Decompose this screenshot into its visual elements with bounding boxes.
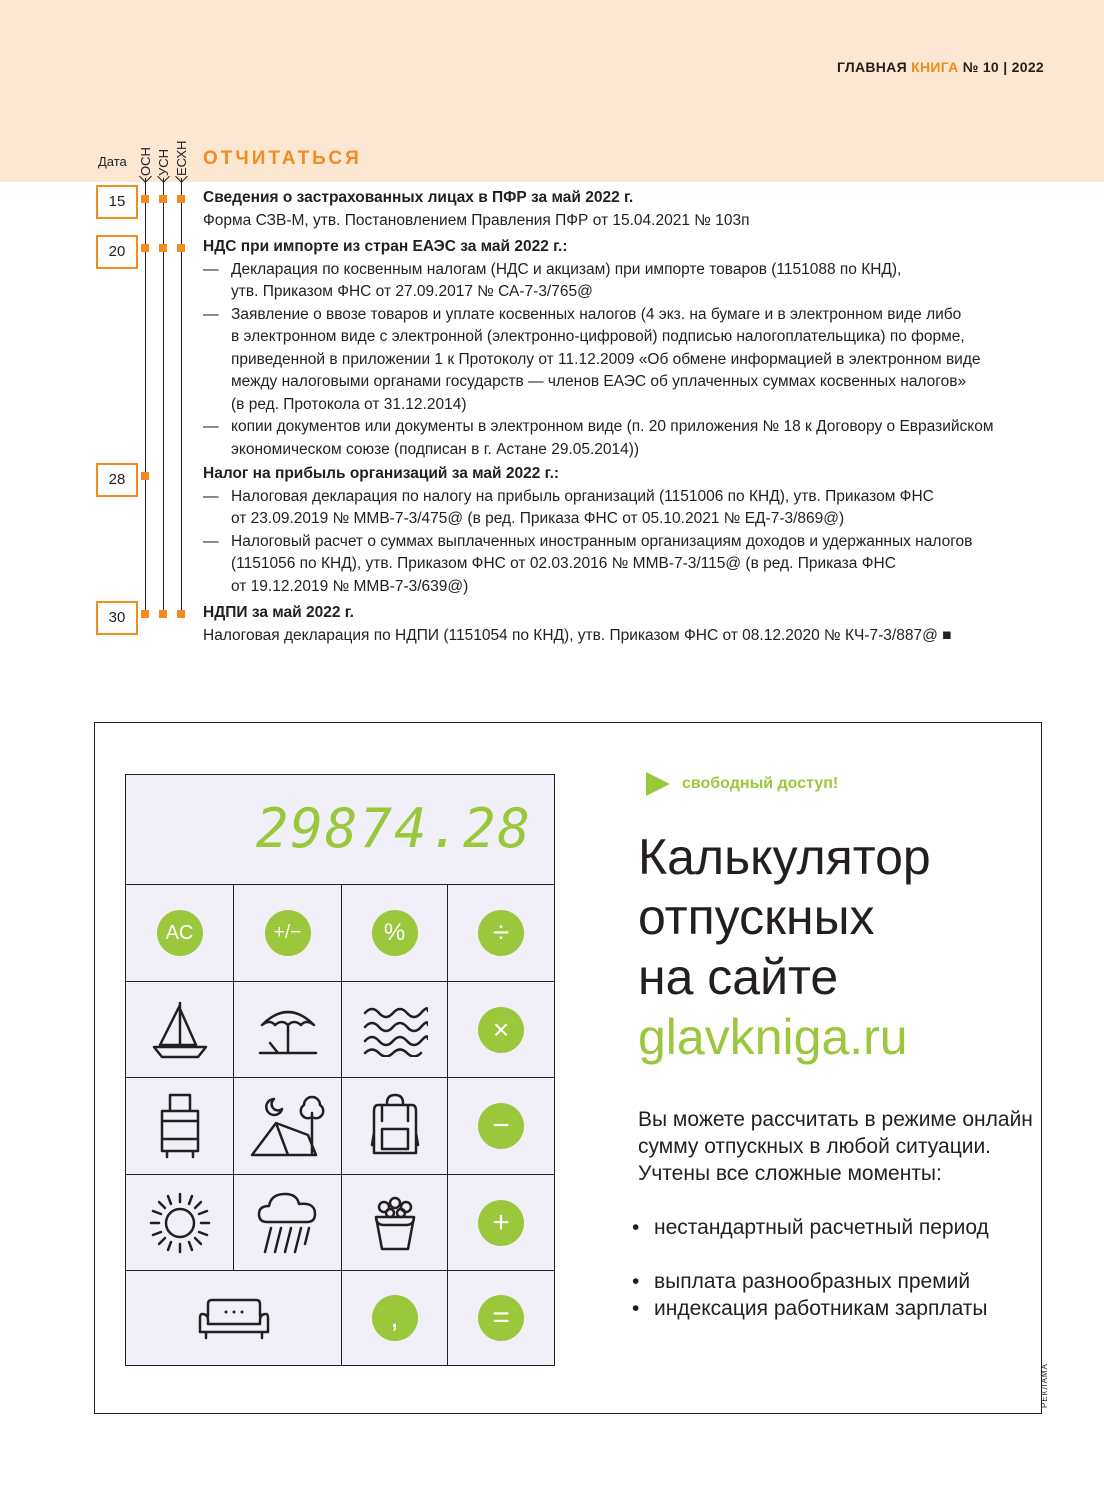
item-line: от 19.12.2019 № ММВ-7-3/639@) [231, 577, 469, 595]
regime-marker [141, 195, 149, 203]
waves-icon [362, 1003, 428, 1057]
entry-title: НДПИ за май 2022 г. [203, 604, 354, 621]
entry-text: Форма СЗВ-М, утв. Постановлением Правления ПФР от 15.04.2021 № 103п [203, 211, 750, 229]
issue-number: № 10 [962, 59, 1000, 75]
page-header: ГЛАВНАЯ КНИГА № 10 | 2022 [836, 59, 1044, 75]
key-comma [342, 1271, 448, 1365]
backpack-icon [370, 1093, 420, 1159]
sailboat-icon [150, 999, 210, 1061]
date-box: 15 [96, 185, 138, 219]
tent-icon [250, 1093, 326, 1159]
item-line: от 23.09.2019 № ММВ-7-3/475@ (в ред. Приказа ФНС от 05.10.2021 № ЕД-7-3/869@) [231, 510, 845, 527]
free-access-badge [646, 772, 838, 796]
item-line: приведенной в приложении 1 к Протоколу от 11.12.2009 «Об обмене информацией в электронном виде [231, 350, 981, 368]
key-sofa [126, 1271, 342, 1365]
item-line: — копии документов или документы в электронном виде (п. 20 приложения № 18 к Договору о Евразийском [231, 418, 994, 435]
list-item [203, 416, 1053, 461]
advertising-label: РЕКЛАМА [1040, 1363, 1049, 1408]
key-multiply [448, 982, 554, 1078]
item-line: (1151056 по КНД), утв. Приказом ФНС от 02.03.2016 № ММВ-7-3/115@ (в ред. Приказа ФНС [231, 555, 896, 572]
ad-bullet: • нестандартный расчетный период [632, 1214, 1054, 1241]
free-access-text: свободный доступ! [682, 775, 839, 792]
entry-title: Налог на прибыль организаций за май 2022 г.: [203, 465, 560, 482]
multiply-button: × [478, 1007, 524, 1053]
key-equals [448, 1271, 554, 1365]
item-line: в электронном виде с электронной (электронно-цифровой) подписью налогоплательщика) по форме, [231, 328, 965, 345]
regime-marker [141, 244, 149, 252]
column-header-osn: ОСН [138, 147, 153, 176]
issue-year: 2022 [1011, 59, 1044, 75]
column-header-eshn: ЕСХН [174, 140, 189, 176]
item-line: — Налоговый расчет о суммах выплаченных иностранным организациям доходов и удержанных налогов [231, 532, 973, 550]
suitcase-icon [158, 1093, 202, 1159]
flower-pot-icon [370, 1193, 420, 1253]
regime-marker [159, 244, 167, 252]
regime-marker [141, 472, 149, 480]
ad-bullet: • индексация работникам зарплаты [632, 1295, 1054, 1322]
ac-button: AC [157, 910, 203, 956]
date-box: 30 [96, 601, 138, 635]
ad-bullet: • выплата разнообразных премий [632, 1268, 1054, 1295]
ad-description: Вы можете рассчитать в режиме онлайн сумму отпускных в любой ситуации. Учтены все сложные моменты: [638, 1108, 1033, 1185]
site-link[interactable]: glavkniga.ru [638, 1009, 908, 1065]
item-line: между налоговыми органами государств — членов ЕАЭС об уплаченных суммах косвенных налогов» [231, 373, 967, 390]
equals-button: = [478, 1295, 524, 1341]
regime-marker [141, 610, 149, 618]
play-triangle-icon [646, 772, 670, 796]
calculator-display [126, 775, 554, 885]
key-rain [234, 1175, 342, 1271]
key-minus [448, 1078, 554, 1175]
item-line: — Налоговая декларация по налогу на прибыль организаций (1151006 по КНД), утв. Приказом ФНС [231, 487, 934, 505]
regime-marker [159, 610, 167, 618]
calculator-illustration [125, 774, 555, 1366]
display-value: 29874.28 [255, 797, 532, 860]
magazine-title-accent: КНИГА [911, 59, 959, 75]
date-box: 28 [96, 463, 138, 497]
entry [203, 236, 1053, 461]
minus-button: − [478, 1103, 524, 1149]
entry-text: Налоговая декларация по НДПИ (1151054 по КНД), утв. Приказом ФНС от 08.12.2020 № КЧ-7-3/887@ ■ [203, 626, 952, 644]
regime-marker [177, 195, 185, 203]
ad-headline-line-1: Калькулятор [638, 829, 931, 885]
key-waves [342, 982, 448, 1078]
ad-headline-line-2: отпускных [638, 889, 875, 945]
sofa-icon [198, 1296, 270, 1340]
divide-button: ÷ [478, 910, 524, 956]
entry [203, 602, 1053, 647]
key-backpack [342, 1078, 448, 1175]
key-flower-pot [342, 1175, 448, 1271]
entry [203, 187, 1053, 232]
key-suitcase [126, 1078, 234, 1175]
item-line: — Декларация по косвенным налогам (НДС и акцизам) при импорте товаров (1151088 по КНД), [231, 260, 902, 278]
key-sun [126, 1175, 234, 1271]
item-line: (в ред. Протокола от 31.12.2014) [231, 395, 467, 413]
key-sailboat [126, 982, 234, 1078]
percent-button: % [372, 910, 418, 956]
item-line: утв. Приказом ФНС от 27.09.2017 № СА-7-3/765@ [231, 283, 593, 300]
key-percent [342, 885, 448, 982]
date-box: 20 [96, 235, 138, 269]
beach-umbrella-icon [256, 999, 320, 1061]
comma-button: , [372, 1295, 418, 1341]
entry [203, 463, 1053, 598]
column-header-usn: УСН [156, 148, 171, 176]
regime-marker [177, 610, 185, 618]
key-camping [234, 1078, 342, 1175]
entry-title: НДС при импорте из стран ЕАЭС за май 2022 г.: [203, 238, 568, 255]
key-plus [448, 1175, 554, 1271]
list-item [203, 304, 1053, 417]
plus-button: + [478, 1200, 524, 1246]
sun-icon [149, 1192, 211, 1254]
item-line: — Заявление о ввозе товаров и уплате косвенных налогов (4 экз. на бумаге и в электронном виде либо [231, 305, 962, 323]
rain-cloud-icon [257, 1190, 319, 1256]
list-item [203, 486, 1053, 531]
regime-marker [177, 244, 185, 252]
regime-marker [159, 195, 167, 203]
column-header-date: Дата [98, 154, 127, 169]
plusminus-button: +/− [265, 910, 311, 956]
magazine-title: ГЛАВНАЯ [836, 59, 907, 75]
ad-headline-line-3: на сайте [638, 949, 839, 1005]
key-divide [448, 885, 554, 982]
item-line: экономическом союзе (подписан в г. Астане 29.05.2014)) [231, 440, 640, 458]
list-item [203, 531, 1053, 599]
list-item [203, 259, 1053, 304]
entry-title: Сведения о застрахованных лицах в ПФР за май 2022 г. [203, 189, 634, 206]
key-beach-umbrella [234, 982, 342, 1078]
section-title: ОТЧИТАТЬСЯ [203, 148, 362, 169]
key-plusminus [234, 885, 342, 982]
key-ac [126, 885, 234, 982]
